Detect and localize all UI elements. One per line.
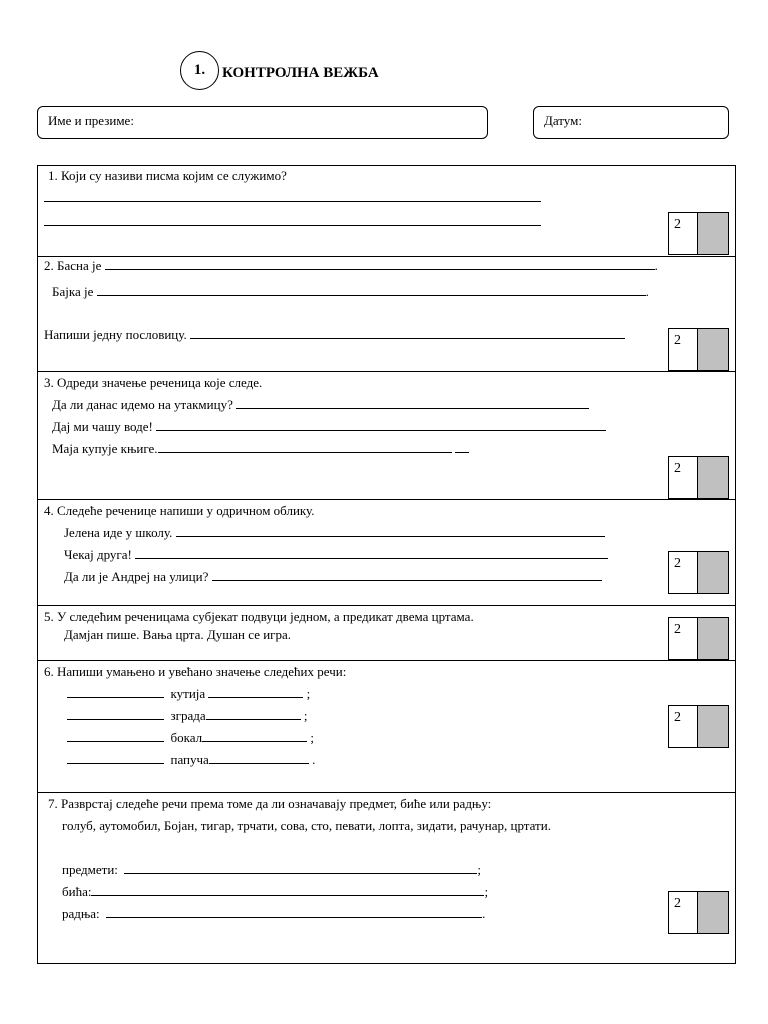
section-divider	[37, 605, 736, 606]
question-2-bajka: Бајка је .	[52, 284, 649, 299]
answer-line[interactable]	[209, 752, 309, 764]
points-value: 2	[669, 892, 698, 933]
grade-cell[interactable]	[698, 618, 728, 659]
question-3-sentence-3	[52, 441, 469, 457]
answer-line[interactable]	[105, 258, 655, 270]
sentence-label: Да ли је Андреј на улици?	[64, 569, 209, 584]
question-5-sentences: Дамјан пише. Вања црта. Душан се игра.	[64, 627, 292, 642]
section-divider	[37, 371, 736, 372]
score-box	[668, 551, 729, 594]
answer-line[interactable]	[44, 190, 541, 206]
score-box	[668, 212, 729, 255]
points-value: 2	[669, 329, 698, 370]
score-box	[668, 328, 729, 371]
section-divider	[37, 499, 736, 500]
question-4-text: 4. Следеће реченице напиши у одричном облику.	[44, 503, 315, 518]
question-6-row: зграда ;	[67, 708, 308, 724]
question-6-row: бокал ;	[67, 730, 314, 746]
grade-cell[interactable]	[698, 552, 728, 593]
question-6-row: кутија ;	[67, 686, 310, 702]
answer-line[interactable]	[67, 708, 164, 720]
question-7-text: 7. Разврстај следеће речи према томе да ли означавају предмет, биће или радњу:	[48, 796, 492, 811]
question-5-text: 5. У следећим реченицама субјекат подвуци једном, а предикат двема цртама.	[44, 609, 474, 624]
answer-line[interactable]	[67, 686, 164, 698]
word-label: папуча	[170, 752, 209, 767]
section-divider	[37, 660, 736, 661]
question-4-sentence-3	[64, 569, 602, 585]
section-divider	[37, 256, 736, 257]
page-title: КОНТРОЛНА ВЕЖБА	[222, 65, 379, 81]
answer-line[interactable]	[455, 441, 469, 453]
answer-line[interactable]	[67, 730, 164, 742]
word-label: кутија	[170, 686, 206, 701]
answer-line[interactable]	[212, 569, 602, 581]
question-1-text: 1. Који су називи писма којим се служимо?	[48, 168, 287, 183]
answer-line[interactable]	[124, 862, 477, 874]
answer-line[interactable]	[176, 525, 605, 537]
answer-line[interactable]	[156, 419, 606, 431]
predmeti-label: предмети:	[62, 862, 118, 877]
score-box	[668, 891, 729, 934]
question-4-sentence-1	[64, 525, 605, 541]
grade-cell[interactable]	[698, 706, 728, 747]
poslovica-label: Напиши једну пословицу.	[44, 327, 187, 342]
name-label: Име и презиме:	[48, 113, 134, 128]
question-6-text: 6. Напиши умањено и увећано значење следећих речи:	[44, 664, 347, 679]
question-7-predmeti: предмети: ;	[62, 862, 482, 877]
basna-label: 2. Басна је	[44, 258, 102, 273]
answer-line[interactable]	[97, 284, 646, 296]
grade-cell[interactable]	[698, 892, 728, 933]
section-divider	[37, 792, 736, 793]
question-3-text: 3. Одреди значење реченица које следе.	[44, 375, 263, 390]
date-label: Датум:	[544, 113, 582, 128]
score-box	[668, 705, 729, 748]
word-label: зграда	[170, 708, 206, 723]
question-7-words: голуб, аутомобил, Бојан, тигар, трчати, сова, сто, певати, лопта, зидати, рачунар, цртати.	[62, 818, 551, 833]
answer-line[interactable]	[236, 397, 589, 409]
sentence-label: Дај ми чашу воде!	[52, 419, 153, 434]
points-value: 2	[669, 213, 698, 254]
question-2-poslovica	[44, 327, 625, 343]
answer-line[interactable]	[106, 906, 482, 918]
points-value: 2	[669, 618, 698, 659]
points-value: 2	[669, 457, 698, 498]
bajka-label: Бајка је	[52, 284, 94, 299]
question-7-bica: бића: ;	[62, 884, 489, 899]
question-2-basna: 2. Басна је .	[44, 258, 658, 273]
word-label: бокал	[170, 730, 203, 745]
grade-cell[interactable]	[698, 329, 728, 370]
sentence-label: Маја купује књиге.	[52, 441, 158, 456]
answer-line[interactable]	[158, 441, 452, 453]
answer-line[interactable]	[202, 730, 307, 742]
grade-cell[interactable]	[698, 457, 728, 498]
question-7-radnja: радња: .	[62, 906, 486, 921]
sentence-label: Јелена иде у школу.	[64, 525, 173, 540]
question-3-sentence-2	[52, 419, 606, 435]
question-4-sentence-2	[64, 547, 608, 563]
answer-line[interactable]	[135, 547, 608, 559]
sentence-label: Чекај друга!	[64, 547, 132, 562]
name-field[interactable]	[37, 106, 488, 139]
answer-line[interactable]	[206, 708, 301, 720]
points-value: 2	[669, 552, 698, 593]
sentence-label: Да ли данас идемо на утакмицу?	[52, 397, 233, 412]
answer-line[interactable]	[44, 214, 541, 230]
date-field[interactable]	[533, 106, 729, 139]
answer-line[interactable]	[67, 752, 164, 764]
radnja-label: радња:	[62, 906, 100, 921]
score-box	[668, 617, 729, 660]
exercise-number-badge: 1.	[180, 51, 219, 90]
grade-cell[interactable]	[698, 213, 728, 254]
answer-line[interactable]	[208, 686, 303, 698]
answer-line[interactable]	[190, 327, 625, 339]
points-value: 2	[669, 706, 698, 747]
score-box	[668, 456, 729, 499]
answer-line[interactable]	[91, 884, 484, 896]
bica-label: бића:	[62, 884, 92, 899]
question-6-row: папуча .	[67, 752, 315, 768]
question-3-sentence-1	[52, 397, 589, 413]
